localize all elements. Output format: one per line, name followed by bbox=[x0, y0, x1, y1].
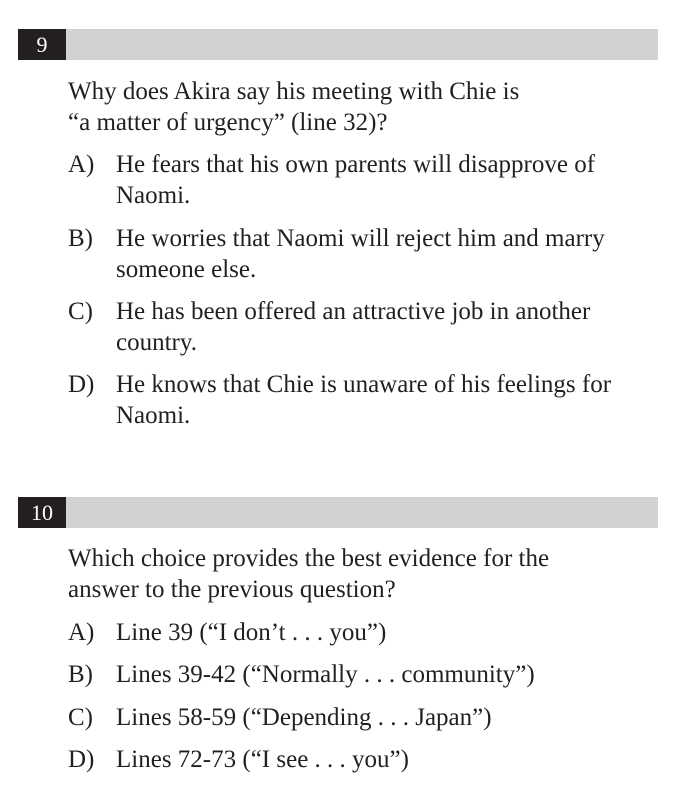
stem-line: “a matter of urgency” (line 32)? bbox=[68, 109, 388, 136]
question-9-header-bar bbox=[18, 29, 658, 60]
choice-line: He worries that Naomi will reject him and marry bbox=[116, 225, 605, 252]
question-10-header-bar bbox=[18, 497, 658, 528]
choice-line: Naomi. bbox=[116, 182, 191, 209]
choice-letter: B) bbox=[68, 225, 93, 252]
question-10-choice-c[interactable] bbox=[68, 702, 668, 733]
choice-line: Naomi. bbox=[116, 402, 191, 429]
choice-text: Lines 39-42 (“Normally . . . community”) bbox=[116, 661, 535, 688]
question-9-choice-b[interactable] bbox=[68, 223, 668, 285]
choice-letter: A) bbox=[68, 151, 95, 178]
choice-letter: B) bbox=[68, 661, 93, 688]
choice-text bbox=[116, 149, 668, 211]
choice-text bbox=[116, 223, 668, 285]
question-10-choice-b[interactable] bbox=[68, 659, 668, 690]
choice-letter: D) bbox=[68, 746, 95, 773]
choice-line: He fears that his own parents will disapprove of bbox=[116, 151, 596, 178]
choice-letter: D) bbox=[68, 371, 95, 398]
choice-text bbox=[116, 369, 668, 431]
choice-letter: C) bbox=[68, 298, 93, 325]
question-9-choice-d[interactable] bbox=[68, 369, 668, 431]
stem-line: Why does Akira say his meeting with Chie is bbox=[68, 78, 520, 105]
stem-line: Which choice provides the best evidence for the bbox=[68, 545, 550, 572]
question-10-choice-a[interactable] bbox=[68, 617, 668, 648]
choice-letter: C) bbox=[68, 704, 93, 731]
question-9-choice-c[interactable] bbox=[68, 296, 668, 358]
choice-text: Line 39 (“I don’t . . . you”) bbox=[116, 619, 387, 646]
choice-letter: A) bbox=[68, 619, 95, 646]
choice-text bbox=[116, 296, 668, 358]
question-number: 9 bbox=[18, 29, 66, 60]
choice-line: someone else. bbox=[116, 256, 257, 283]
stem-line: answer to the previous question? bbox=[68, 576, 396, 603]
choice-line: He has been offered an attractive job in another bbox=[116, 298, 591, 325]
question-10-choice-d[interactable] bbox=[68, 744, 668, 775]
choice-line: country. bbox=[116, 329, 197, 356]
choice-line: He knows that Chie is unaware of his feelings for bbox=[116, 371, 612, 398]
question-9-stem bbox=[68, 76, 668, 138]
choice-text: Lines 58-59 (“Depending . . . Japan”) bbox=[116, 704, 492, 731]
question-9-choice-a[interactable] bbox=[68, 149, 668, 211]
question-10-stem bbox=[68, 543, 668, 605]
question-number: 10 bbox=[18, 497, 66, 528]
choice-text: Lines 72-73 (“I see . . . you”) bbox=[116, 746, 409, 773]
